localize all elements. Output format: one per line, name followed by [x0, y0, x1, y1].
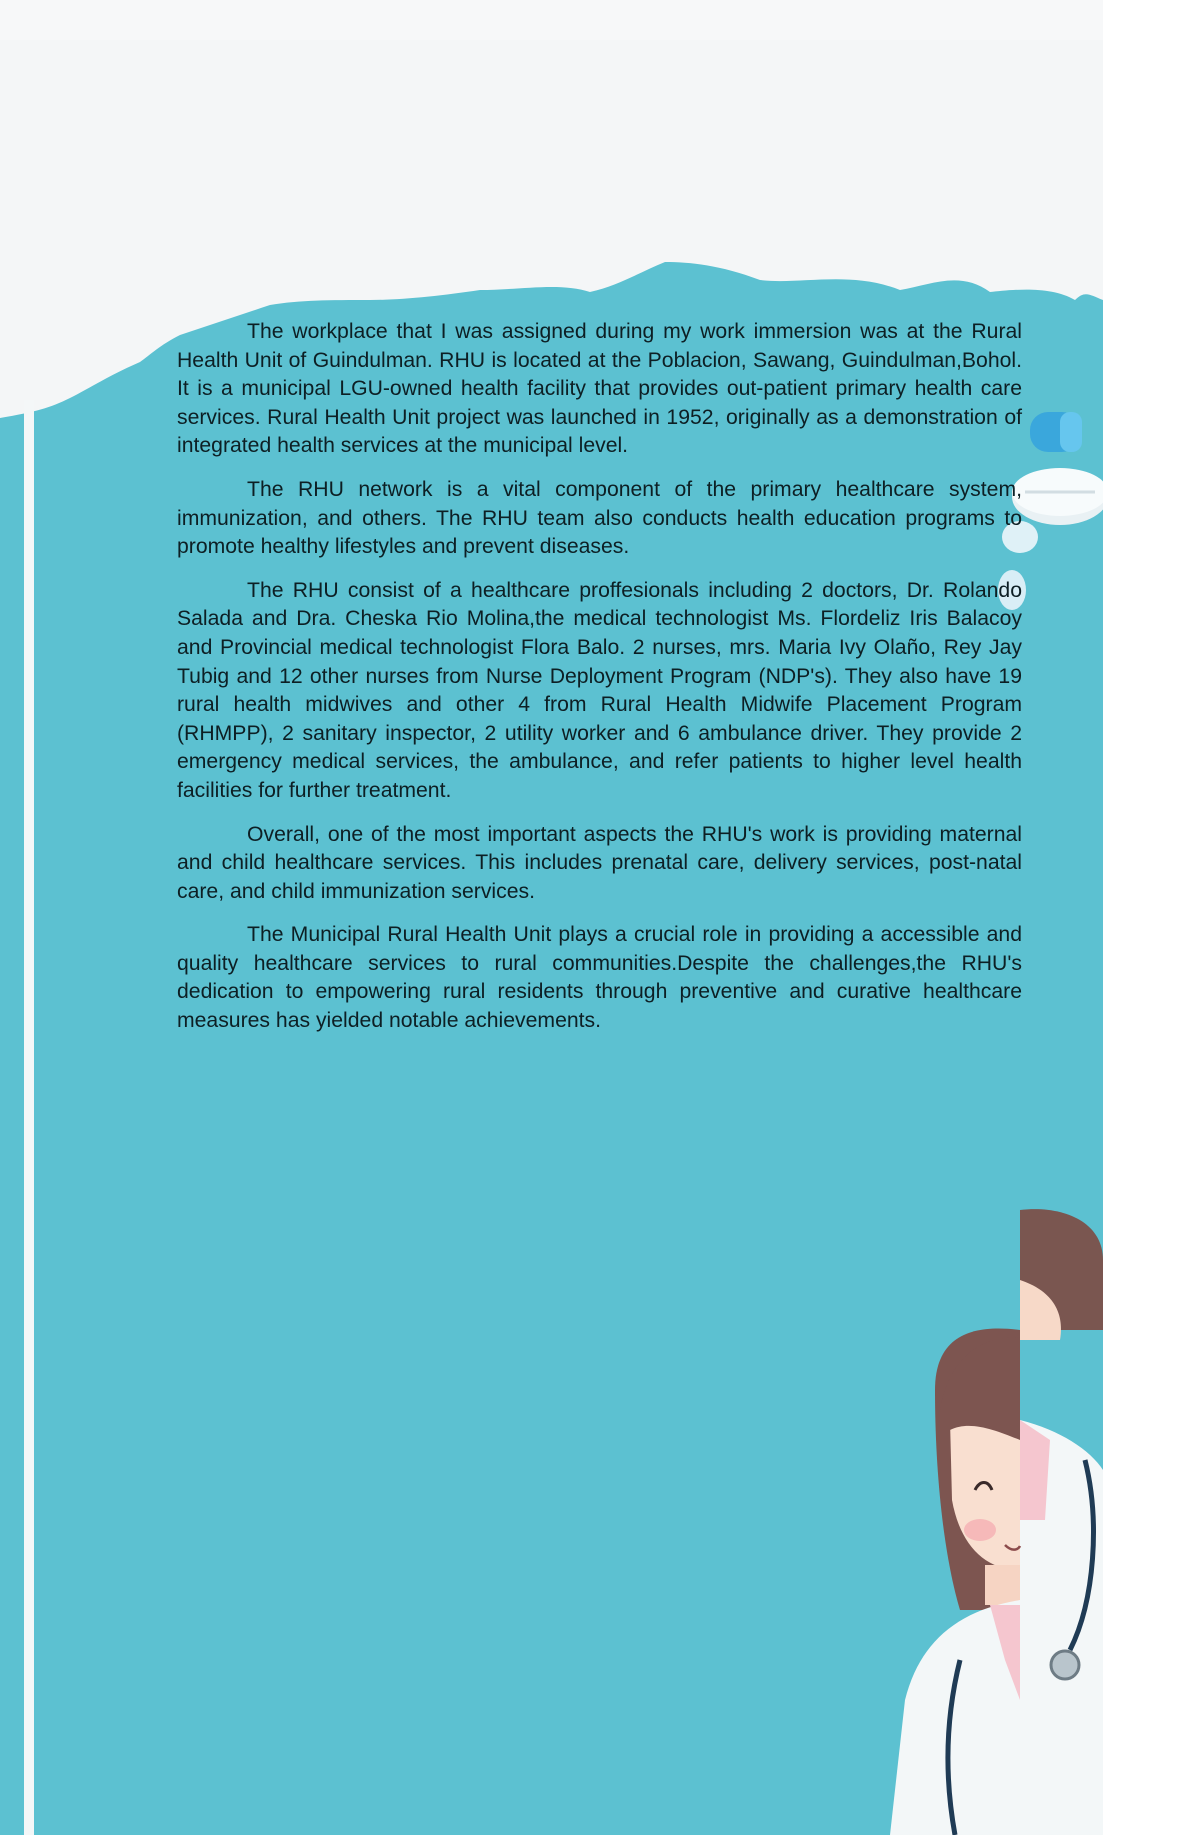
pill-capsule-icon — [1030, 412, 1082, 452]
paragraph-2: The RHU network is a vital component of the primary healthcare system, immunization, and others. The RHU team also conducts health education programs to promote healthy lifestyles and prevent diseases. — [177, 477, 1022, 559]
paragraph-1: The workplace that I was assigned during my work immersion was at the Rural Health Unit of Guindulman. RHU is located at the Poblacion, Sawang, Guindulman,Bohol. It is a municipal LGU-owned health facility that provides out-patient primary health care services. Rural Health Unit project was launched in 1952, originally as a demonstration of integrated health services at the municipal level. — [177, 320, 1022, 458]
pill-tablet-icon — [1012, 468, 1103, 525]
doctor-illustration — [890, 1209, 1103, 1835]
paragraph-5: The Municipal Rural Health Unit plays a crucial role in providing a accessible and quality healthcare services to rural communities.Despite the challenges,the RHU's dedication to empowering rural residents through preventive and curative healthcare measures has yielded notable achievements. — [177, 923, 1022, 1033]
essay-body — [177, 318, 1022, 1051]
paragraph-4: Overall, one of the most important aspects the RHU's work is providing maternal and child healthcare services. This includes prenatal care, delivery services, post-natal care, and child immunization services. — [177, 822, 1022, 903]
left-border-stripe — [24, 400, 34, 1835]
paragraph-3: The RHU consist of a healthcare proffesionals including 2 doctors, Dr. Rolando Salada and Dra. Cheska Rio Molina,the medical technologist Ms. Flordeliz Iris Balacoy and Provincial medical technologist Flora Balo. 2 nurses, mrs. Maria Ivy Olaño, Rey Jay Tubig and 12 other nurses from Nurse Deployment Program (NDP's). They also have 19 rural health midwives and other 4 from Rural Health Midwife Placement Program (RHMPP), 2 sanitary inspector, 2 utility worker and 6 ambulance driver. They provide 2 emergency medical services, the ambulance, and refer patients to higher level health facilities for further treatment. — [177, 578, 1022, 802]
